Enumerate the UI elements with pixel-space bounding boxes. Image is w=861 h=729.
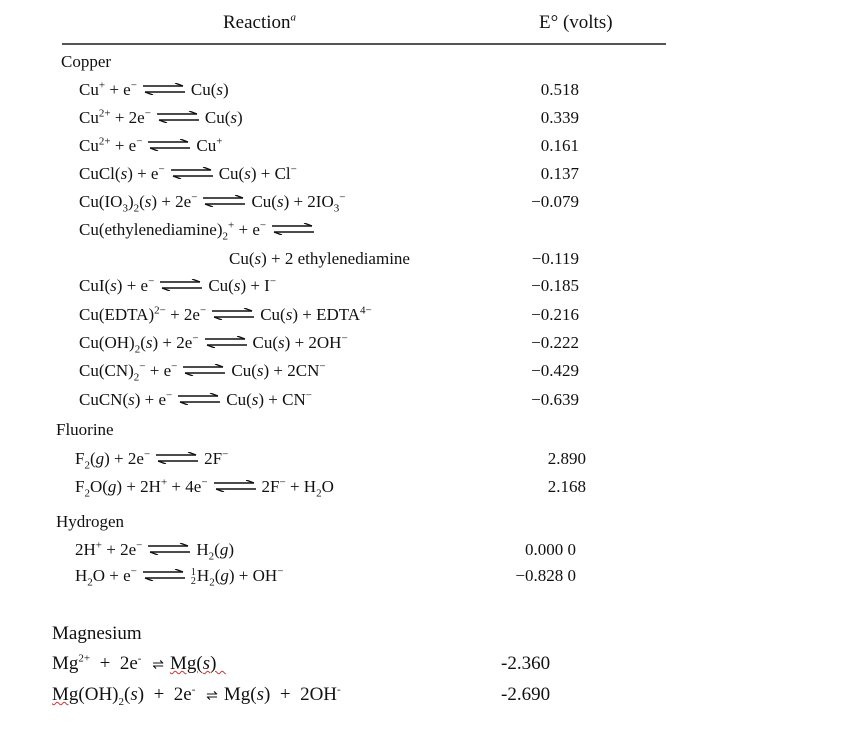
value-f-2: 2.168: [547, 477, 586, 496]
reaction-mg-1: $Mg^{2+} + 2e^-$ ⇌ Mg(s): [52, 652, 226, 674]
equilibrium-arrow-icon: [205, 336, 247, 348]
value-h-2: −0.828 0: [515, 566, 576, 585]
section-magnesium: Magnesium: [52, 623, 142, 644]
equilibrium-arrow-icon: [203, 195, 245, 207]
reaction-column-header: [223, 12, 296, 34]
equilibrium-arrow-icon: ⇌: [152, 658, 164, 673]
reaction-f-2: $F_2O(g) + 2H^+ + 4e^-$ $2F^- + H_2O$: [75, 476, 334, 500]
reaction-mg-2: $Mg(OH)_2(s) + 2e^-$ ⇌ Mg(s) + 2OH-: [52, 683, 341, 708]
reaction-f-1: $F_2(g) + 2e^-$ 2F−: [75, 448, 229, 472]
value-mg-2: -2.690: [501, 684, 551, 705]
value-cu-9: −0.222: [531, 333, 579, 352]
reaction-cu-7: CuI(s) + e− Cu(s) + I−: [79, 275, 277, 295]
reaction-cu-10: $Cu(CN)_2^- + e^-$ Cu(s) + 2CN−: [79, 360, 326, 384]
section-fluorine: Fluorine: [56, 420, 114, 439]
equilibrium-arrow-icon: [156, 452, 198, 464]
value-cu-3: 0.161: [540, 136, 579, 155]
equilibrium-arrow-icon: [157, 111, 199, 123]
value-f-1: 2.890: [547, 449, 586, 468]
equilibrium-arrow-icon: [171, 167, 213, 179]
value-cu-11: −0.639: [531, 390, 579, 409]
value-cu-7: −0.185: [531, 276, 579, 295]
reaction-cu-2: $Cu^{2+} + 2e^-$ Cu(s): [79, 107, 243, 127]
footnote-marker: a: [290, 11, 297, 24]
equilibrium-arrow-icon: ⇌: [206, 689, 218, 704]
value-cu-4: 0.137: [540, 164, 579, 183]
equilibrium-arrow-icon: [148, 139, 190, 151]
value-mg-1: -2.360: [501, 653, 551, 674]
reaction-cu-1: Cu+ + e− Cu(s): [79, 79, 229, 99]
reaction-cu-11: CuCN(s) + e− Cu(s) + CN−: [79, 389, 312, 409]
reaction-cu-6b: Cu(s) + 2 ethylenediamine: [229, 249, 410, 268]
value-cu-1: 0.518: [540, 80, 579, 99]
value-h-1: 0.000 0: [525, 540, 576, 559]
value-cu-8: −0.216: [531, 305, 579, 324]
equilibrium-arrow-icon: [143, 83, 185, 95]
equilibrium-arrow-icon: [183, 364, 225, 376]
reaction-cu-9: $Cu(OH)_2(s) + 2e^-$ Cu(s) + 2OH−: [79, 332, 348, 356]
equilibrium-arrow-icon: [212, 308, 254, 320]
header-rule: [62, 43, 666, 45]
reaction-cu-8: Cu(EDTA)$^{2-}$ + 2e− $Cu(s) + EDTA^{4-}$: [79, 304, 372, 324]
reaction-cu-6a: $Cu(ethylenediamine)_2^+ + e^-$: [79, 220, 320, 240]
equilibrium-arrow-icon: [272, 223, 314, 235]
reaction-h-1: 2H+ + 2e− $H_2(g)$: [75, 539, 234, 563]
value-cu-10: −0.429: [531, 361, 579, 380]
equilibrium-arrow-icon: [148, 543, 190, 555]
value-cu-5: −0.079: [531, 192, 579, 211]
one-half-fraction: 1 2: [190, 567, 196, 588]
section-hydrogen: Hydrogen: [56, 512, 124, 531]
reaction-header-label: Reaction: [223, 12, 291, 33]
equilibrium-arrow-icon: [214, 480, 256, 492]
reaction-cu-4: CuCl(s) + e− Cu(s) + Cl−: [79, 163, 297, 183]
section-copper: Copper: [61, 52, 112, 71]
value-cu-2: 0.339: [540, 108, 579, 127]
reaction-cu-3: $Cu^{2+} + e^-$ Cu+: [79, 135, 223, 155]
potential-column-header: E° (volts): [539, 12, 613, 33]
equilibrium-arrow-icon: [160, 279, 202, 291]
reaction-h-2: $H_2O + e^-$ 1 2 $H_2(g) + OH^-$: [75, 565, 284, 589]
equilibrium-arrow-icon: [178, 393, 220, 405]
equilibrium-arrow-icon: [143, 569, 185, 581]
reaction-cu-5: $Cu(IO_3)_2(s) + 2e^-$ $Cu(s) + 2IO_3^-$: [79, 191, 346, 215]
value-cu-6: −0.119: [531, 249, 579, 268]
